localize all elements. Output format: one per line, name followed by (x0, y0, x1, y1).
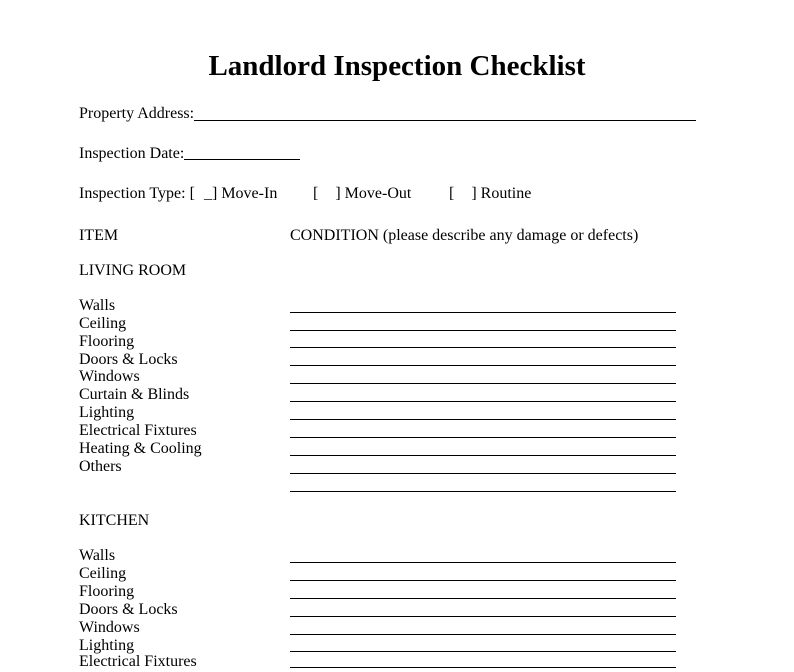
checklist-item: Doors & Locks (79, 601, 178, 618)
condition-line[interactable] (290, 437, 676, 438)
checklist-item: Flooring (79, 583, 135, 600)
condition-line[interactable] (290, 634, 676, 635)
move-out-label: Move-Out (344, 185, 412, 202)
condition-line[interactable] (290, 580, 676, 581)
condition-column-header: CONDITION (please describe any damage or defects) (290, 227, 639, 244)
checklist-item: Curtain & Blinds (79, 386, 190, 403)
checklist-item: Ceiling (79, 565, 127, 582)
move-in-label: Move-In (221, 185, 278, 202)
condition-line[interactable] (290, 347, 676, 348)
checklist-item: Electrical Fixtures (79, 422, 197, 439)
condition-line[interactable] (290, 419, 676, 420)
condition-line[interactable] (290, 455, 676, 456)
checklist-item: Walls (79, 297, 116, 314)
property-address-label: Property Address: (79, 105, 195, 122)
checklist-item: Others (79, 458, 122, 475)
checklist-item: Windows (79, 619, 140, 636)
move-out-close-bracket: ] (335, 185, 341, 202)
checklist-item: Ceiling (79, 315, 127, 332)
section-heading-kitchen: KITCHEN (79, 512, 150, 529)
inspection-date-label: Inspection Date: (79, 145, 185, 162)
condition-line[interactable] (290, 667, 676, 668)
checklist-item: Doors & Locks (79, 351, 178, 368)
move-out-open-bracket: [ (313, 185, 319, 202)
move-in-checkbox[interactable] (204, 184, 277, 204)
section-heading-living-room: LIVING ROOM (79, 262, 187, 279)
routine-close-bracket: ] (471, 185, 477, 202)
document-title: Landlord Inspection Checklist (208, 50, 586, 82)
condition-line[interactable] (290, 312, 676, 313)
checklist-item: Flooring (79, 333, 135, 350)
condition-line[interactable] (290, 383, 676, 384)
routine-checkbox[interactable] (449, 184, 531, 204)
routine-open-bracket: [ (449, 185, 455, 202)
move-out-checkbox[interactable] (313, 184, 411, 204)
move-in-check-mark: _ (204, 185, 212, 202)
checklist-item: Walls (79, 547, 116, 564)
condition-line[interactable] (290, 330, 676, 331)
item-column-header: ITEM (79, 227, 119, 244)
checklist-item: Windows (79, 368, 140, 385)
checklist-item: Heating & Cooling (79, 440, 202, 457)
condition-line[interactable] (290, 473, 676, 474)
condition-line[interactable] (290, 616, 676, 617)
move-in-bracket: ] (212, 185, 218, 202)
inspection-type-label: Inspection Type: [ (79, 185, 195, 202)
inspection-date-field[interactable] (184, 159, 300, 160)
checklist-item: Lighting (79, 404, 135, 421)
condition-line[interactable] (290, 401, 676, 402)
condition-line[interactable] (290, 562, 676, 563)
checklist-item: Lighting (79, 637, 135, 654)
condition-line[interactable] (290, 598, 676, 599)
condition-line[interactable] (290, 651, 676, 652)
condition-line[interactable] (290, 365, 676, 366)
condition-line[interactable] (290, 491, 676, 492)
checklist-item: Electrical Fixtures (79, 653, 197, 670)
routine-label: Routine (480, 185, 532, 202)
property-address-field[interactable] (194, 120, 696, 121)
